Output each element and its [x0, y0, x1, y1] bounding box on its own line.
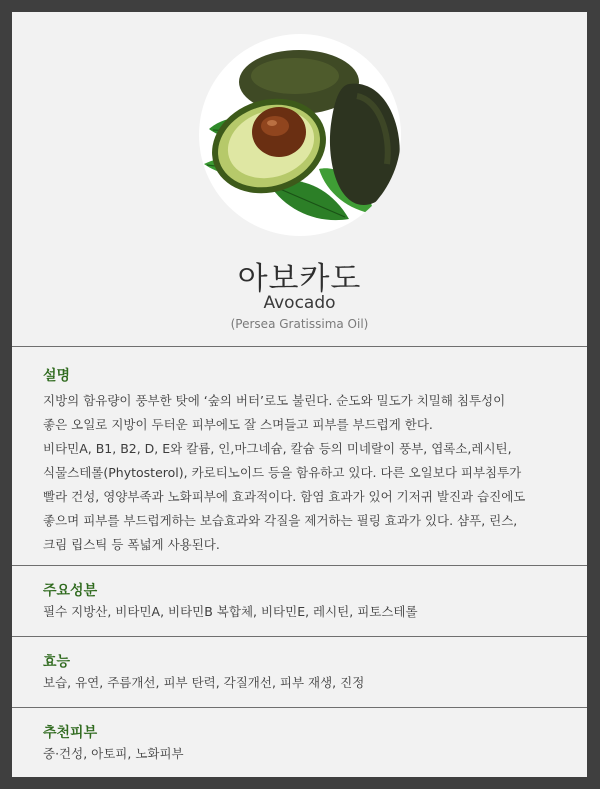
section-description	[12, 346, 587, 565]
ingredient-name-english: Avocado	[263, 293, 336, 313]
section-effects	[12, 636, 587, 707]
section-heading-components: 주요성분	[43, 583, 98, 599]
avocado-image	[199, 34, 401, 236]
ingredient-header	[12, 12, 587, 346]
ingredient-card	[12, 12, 587, 777]
section-recommended-skin	[12, 707, 587, 778]
skin-text	[43, 742, 568, 766]
section-heading-skin: 추천피부	[43, 725, 98, 741]
description-line: 비타민A, B1, B2, D, E와 칼륨, 인,마그네슘, 칼슘 등의 미네랄이 풍부, 엽록소,레시틴,	[43, 441, 512, 456]
description-line: 지방의 함유량이 풍부한 탓에 ‘숲의 버터’로도 불린다. 순도와 밀도가 치밀해 침투성이	[43, 393, 506, 408]
components-text	[43, 600, 568, 624]
effects-line: 보습, 유연, 주름개선, 피부 탄력, 각질개선, 피부 재생, 진정	[43, 675, 365, 690]
description-line: 좋은 오일로 지방이 두터운 피부에도 잘 스며들고 피부를 부드럽게 한다.	[43, 417, 433, 432]
ingredient-scientific-name: (Persea Gratissima Oil)	[230, 317, 369, 331]
section-heading-description: 설명	[43, 368, 71, 384]
skin-line: 중·건성, 아토피, 노화피부	[43, 746, 184, 761]
description-text	[43, 389, 568, 557]
description-line: 크림 립스틱 등 폭넓게 사용된다.	[43, 537, 220, 552]
effects-text	[43, 671, 568, 695]
description-line: 좋으며 피부를 부드럽게하는 보습효과와 각질을 제거하는 필링 효과가 있다. 샴푸, 린스,	[43, 513, 518, 528]
section-components	[12, 565, 587, 636]
components-line: 필수 지방산, 비타민A, 비타민B 복합체, 비타민E, 레시틴, 피토스테롤	[43, 604, 418, 619]
section-heading-effects: 효능	[43, 654, 71, 670]
ingredient-name-korean: 아보카도	[237, 261, 362, 297]
description-line: 식물스테롤(Phytosterol), 카로티노이드 등을 함유하고 있다. 다른 오일보다 피부침투가	[43, 465, 522, 480]
description-line: 빨라 건성, 영양부족과 노화피부에 효과적이다. 함염 효과가 있어 기저귀 발진과 습진에도	[43, 489, 526, 504]
